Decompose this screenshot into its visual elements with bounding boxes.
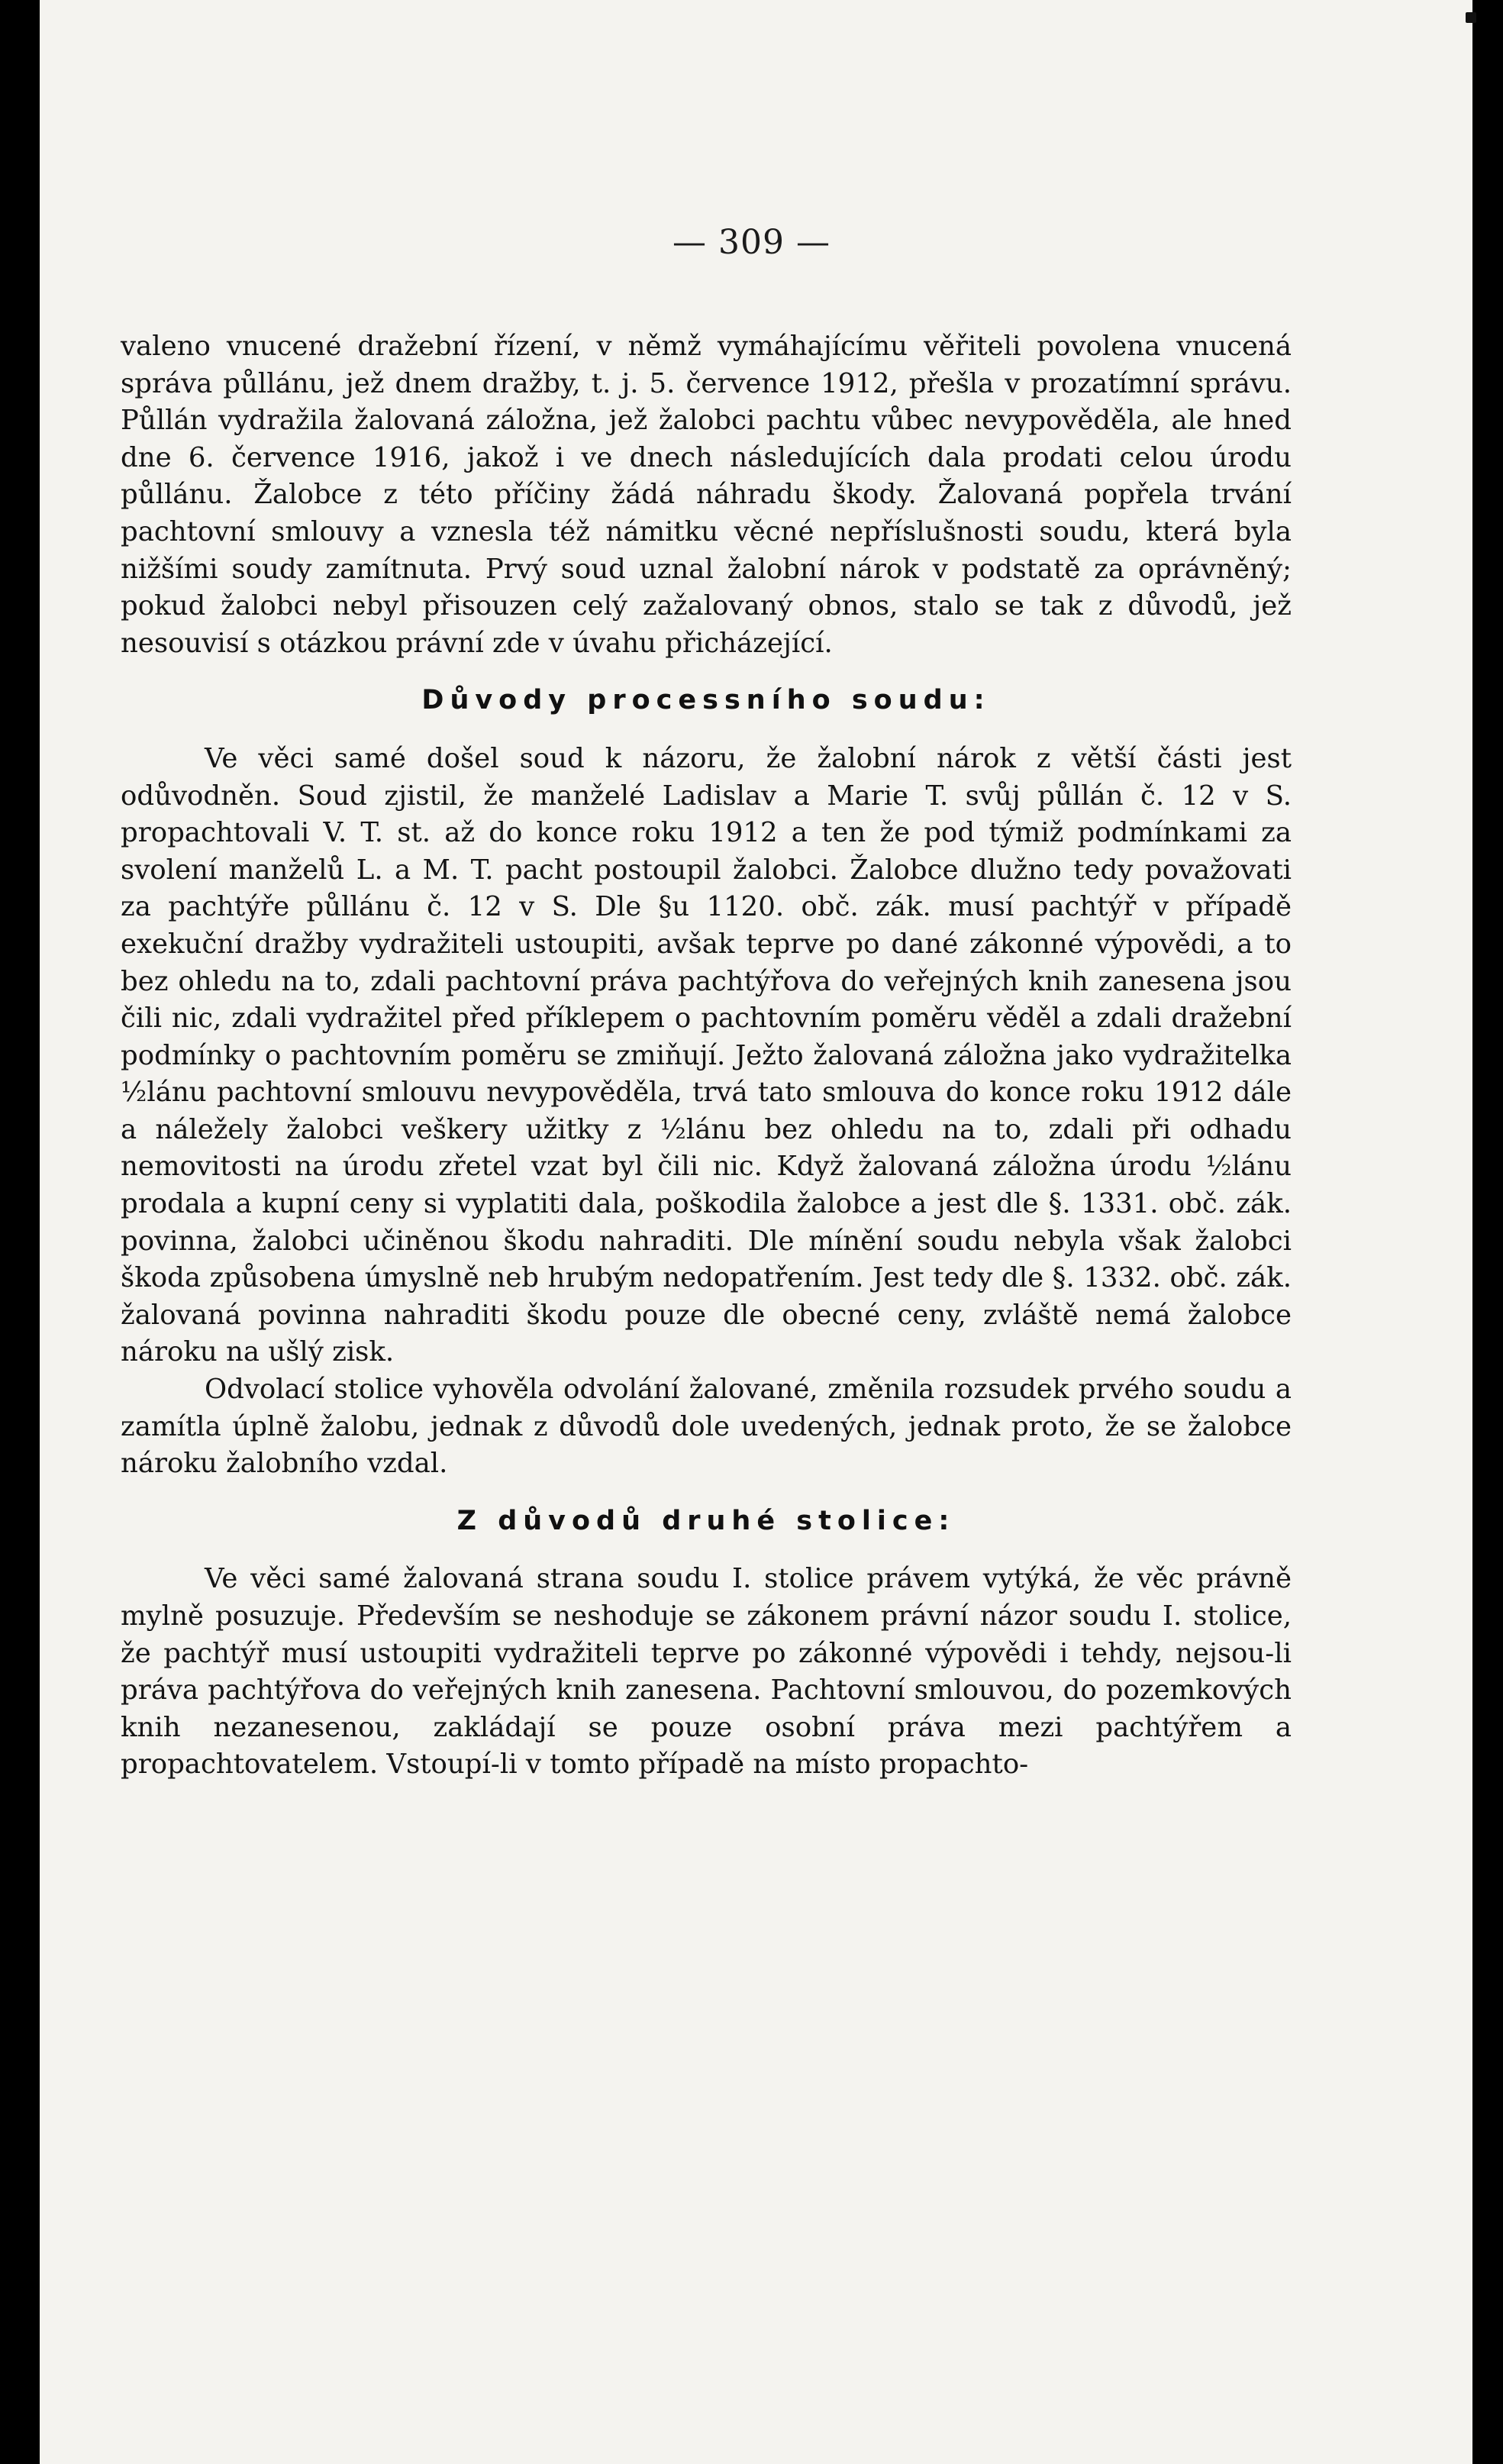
page-body	[121, 328, 1292, 1784]
paragraph-odvolaci-stolice: Odvolací stolice vyhověla odvolání žalované, změnila rozsudek prvého soudu a zamítla úplně žalobu, jednak z důvodů dole uvedených, jednak proto, že se žalobce nároku žalobního vzdal.	[121, 1374, 1292, 1480]
section-heading-druha-stolice: Z důvodů druhé stolice:	[456, 1505, 956, 1536]
paragraph-druha-stolice: Ve věci samé žalovaná strana soudu I. stolice právem vytýká, že věc právně mylně posuzuje. Především se neshoduje se zákonem právní názor soudu I. stolice, že pachtýř musí ustoupiti vydražiteli teprve po zákonné výpovědi i tehdy, nejsou-li práva pachtýřova do veřejných knih zanesena. Pachtovní smlouvou, do pozemkových knih nezanesenou, zakládají se pouze osobní práva mezi pachtýřem a propachtovatelem. Vstoupí-li v tomto případě na místo propachto-	[121, 1563, 1292, 1781]
paragraph-duvody-1: Ve věci samé došel soud k názoru, že žalobní nárok z větší části jest odůvodněn. Soud zjistil, že manželé Ladislav a Marie T. svůj půllán č. 12 v S. propachtovali V. T. st. až do konce roku 1912 a ten že pod týmiž podmínkami za svolení manželů L. a M. T. pacht postoupil žalobci. Žalobce dlužno tedy považovati za pachtýře půllánu č. 12 v S. Dle §u 1120. obč. zák. musí pachtýř v případě exekuční dražby vydražiteli ustoupiti, avšak teprve po dané zákonné výpovědi, a to bez ohledu na to, zdali pachtovní práva pachtýřova do veřejných knih zanesena jsou čili nic, zdali vydražitel před příklepem o pachtovním poměru věděl a zdali dražební podmínky o pachtovním poměru se zmiňují. Ježto žalovaná záložna jako vydražitelka ½lánu pachtovní smlouvu nevypověděla, trvá tato smlouva do konce roku 1912 dále a náležely žalobci veškery užitky z ½lánu bez ohledu na to, zdali při odhadu nemovitosti na úrodu zřetel vzat byl čili nic. Když žalovaná záložna úrodu ½lánu prodala a kupní ceny si vyplatiti dala, poškodila žalobce a jest dle §. 1331. obč. zák. povinna, žalobci učiněnou škodu nahraditi. Dle mínění soudu nebyla však žalobci škoda způsobena úmyslně neb hrubým nedopatřením. Jest tedy dle §. 1332. obč. zák. žalovaná povinna nahraditi škodu pouze dle obecné ceny, zvláště nemá žalobce nároku na ušlý zisk.	[121, 742, 1292, 1368]
section-heading-processni-soud: Důvody processního soudu:	[421, 685, 991, 716]
page-number: — 309 —	[672, 223, 831, 262]
paragraph-continuation: valeno vnucené dražební řízení, v němž vymáhajícímu věřiteli povolena vnucená správa půllánu, jež dnem dražby, t. j. 5. července 1912, přešla v prozatímní správu. Půllán vydražila žalovaná záložna, jež žalobci pachtu vůbec nevypověděla, ale hned dne 6. července 1916, jakož i ve dnech následujících dala prodati celou úrodu půllánu. Žalobce z této příčiny žádá náhradu škody. Žalovaná popřela trvání pachtovní smlouvy a vznesla též námitku věcné nepříslušnosti soudu, která byla nižšími soudy zamítnuta. Prvý soud uznal žalobní nárok v podstatě za oprávněný; pokud žalobci nebyl přisouzen celý zažalovaný obnos, stalo se tak z důvodů, jež nesouvisí s otázkou právní zde v úvahu přicházející.	[121, 331, 1292, 659]
scan-corner-mark	[1466, 12, 1476, 23]
